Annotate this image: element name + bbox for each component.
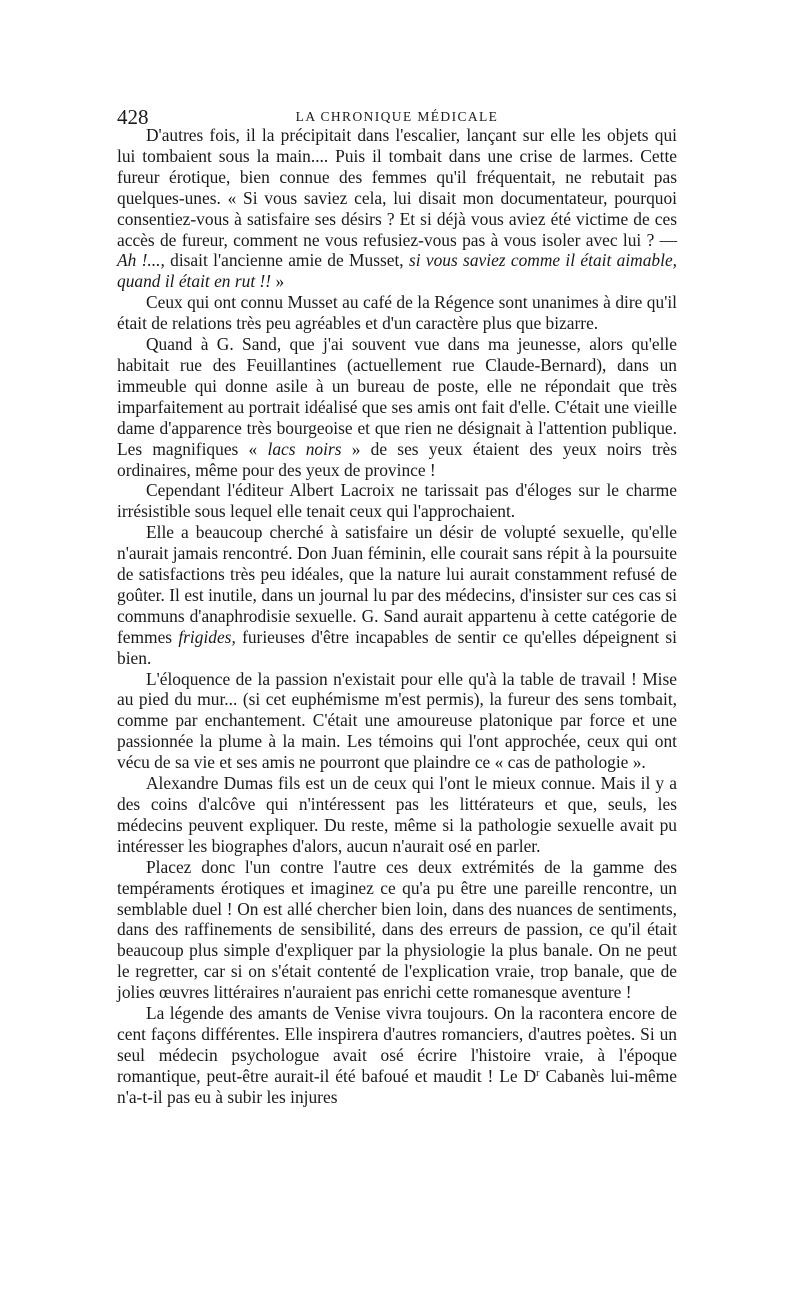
paragraph-1: D'autres fois, il la précipitait dans l'escalier, lançant sur elle les objets qui lui tombaient sous la main.... Puis il tombait dans une crise de larmes. Cette fureur érotique, bien connue des femmes qu'il fréquentait, ne rebutait pas quelques-unes. « Si vous saviez cela, lui disait mon documentateur, pourquoi consentiez-vous à satisfaire ses désirs ? Et si déjà vous aviez été victime de ces accès de fureur, comment ne vous refusiez-vous pas à vous isoler avec lui ? — Ah !..., disait l'ancienne amie de Musset, si vous saviez comme il était aimable, quand il était en rut !! » [117, 125, 678, 292]
body-text [117, 125, 677, 1108]
paragraph-2: Ceux qui ont connu Musset au café de la Régence sont unanimes à dire qu'il était de relations très peu agréables et d'un caractère plus que bizarre. [117, 292, 677, 334]
paragraph-4: Cependant l'éditeur Albert Lacroix ne tarissait pas d'éloges sur le charme irrésistible sous lequel elle tenait ceux qui l'approchaient. [117, 480, 677, 522]
paragraph-7: Alexandre Dumas fils est un de ceux qui l'ont le mieux connue. Mais il y a des coins d'alcôve qui n'intéressent pas les littérateurs et que, seuls, les médecins peuvent expliquer. Du reste, même si la pathologie sexuelle avait pu intéresser les biographes d'alors, aucun n'aurait osé en parler. [117, 773, 677, 856]
paragraph-8: Placez donc l'un contre l'autre ces deux extrémités de la gamme des tempéraments érotiques et imaginez ce qu'a pu être une pareille rencontre, un semblable duel ! On est allé chercher bien loin, dans des nuances de sentiments, dans des raffinements de sensibilité, dans des erreurs de passion, ce qu'il était beaucoup plus simple d'expliquer par la physiologie la plus banale. On ne peut le regretter, car si on s'était contenté de l'explication vraie, trop banale, que de jolies œuvres littéraires n'auraient pas enrichi cette romanesque aventure ! [117, 856, 677, 1003]
paragraph-9: La légende des amants de Venise vivra toujours. On la racontera encore de cent façons différentes. Elle inspirera d'autres romanciers, d'autres poètes. Si un seul médecin psychologue avait osé écrire l'histoire vraie, à l'époque romantique, peut-être aurait-il été bafoué et maudit ! Le $D^r$ Cabanès lui-même n'a-t-il pas eu à subir les injures [117, 1003, 677, 1107]
paragraph-6: L'éloquence de la passion n'existait pour elle qu'à la table de travail ! Mise au pied du mur... (si cet euphémisme m'est permis), la fureur des sens tombait, comme par enchantement. C'était une amoureuse platonique par force et une passionnée la plume à la main. Les témoins qui l'ont approchée, ceux qui ont vécu de sa vie et ses amis ne pourront que plaindre ce « cas de pathologie ». [117, 668, 677, 773]
page-number: 428 [117, 105, 149, 129]
running-title: LA CHRONIQUE MÉDICALE [295, 109, 499, 124]
paragraph-3: Quand à G. Sand, que j'ai souvent vue dans ma jeunesse, alors qu'elle habitait rue des Feuillantines (actuellement rue Claude-Bernard), dans un immeuble qui donne asile à un bureau de poste, elle ne répondait que très imparfaitement au portrait idéalisé que ses amis ont fait d'elle. C'était une vieille dame d'apparence très bourgeoise et que rien ne désignait à l'attention publique. Les magnifiques « lacs noirs » de ses yeux étaient des yeux noirs très ordinaires, même pour des yeux de province ! [117, 334, 677, 480]
paragraph-5: Elle a beaucoup cherché à satisfaire un désir de volupté sexuelle, qu'elle n'aurait jamais rencontré. Don Juan féminin, elle courait sans répit à la poursuite de satisfactions très peu idéales, que la nature lui aurait constamment refusé de goûter. Il est inutile, dans un journal lu par des médecins, d'insister sur ces cas si communs d'anaphrodisie sexuelle. G. Sand aurait appartenu à cette catégorie de femmes frigides, furieuses d'être incapables de sentir ce qu'elles dépeignent si bien. [117, 522, 677, 668]
